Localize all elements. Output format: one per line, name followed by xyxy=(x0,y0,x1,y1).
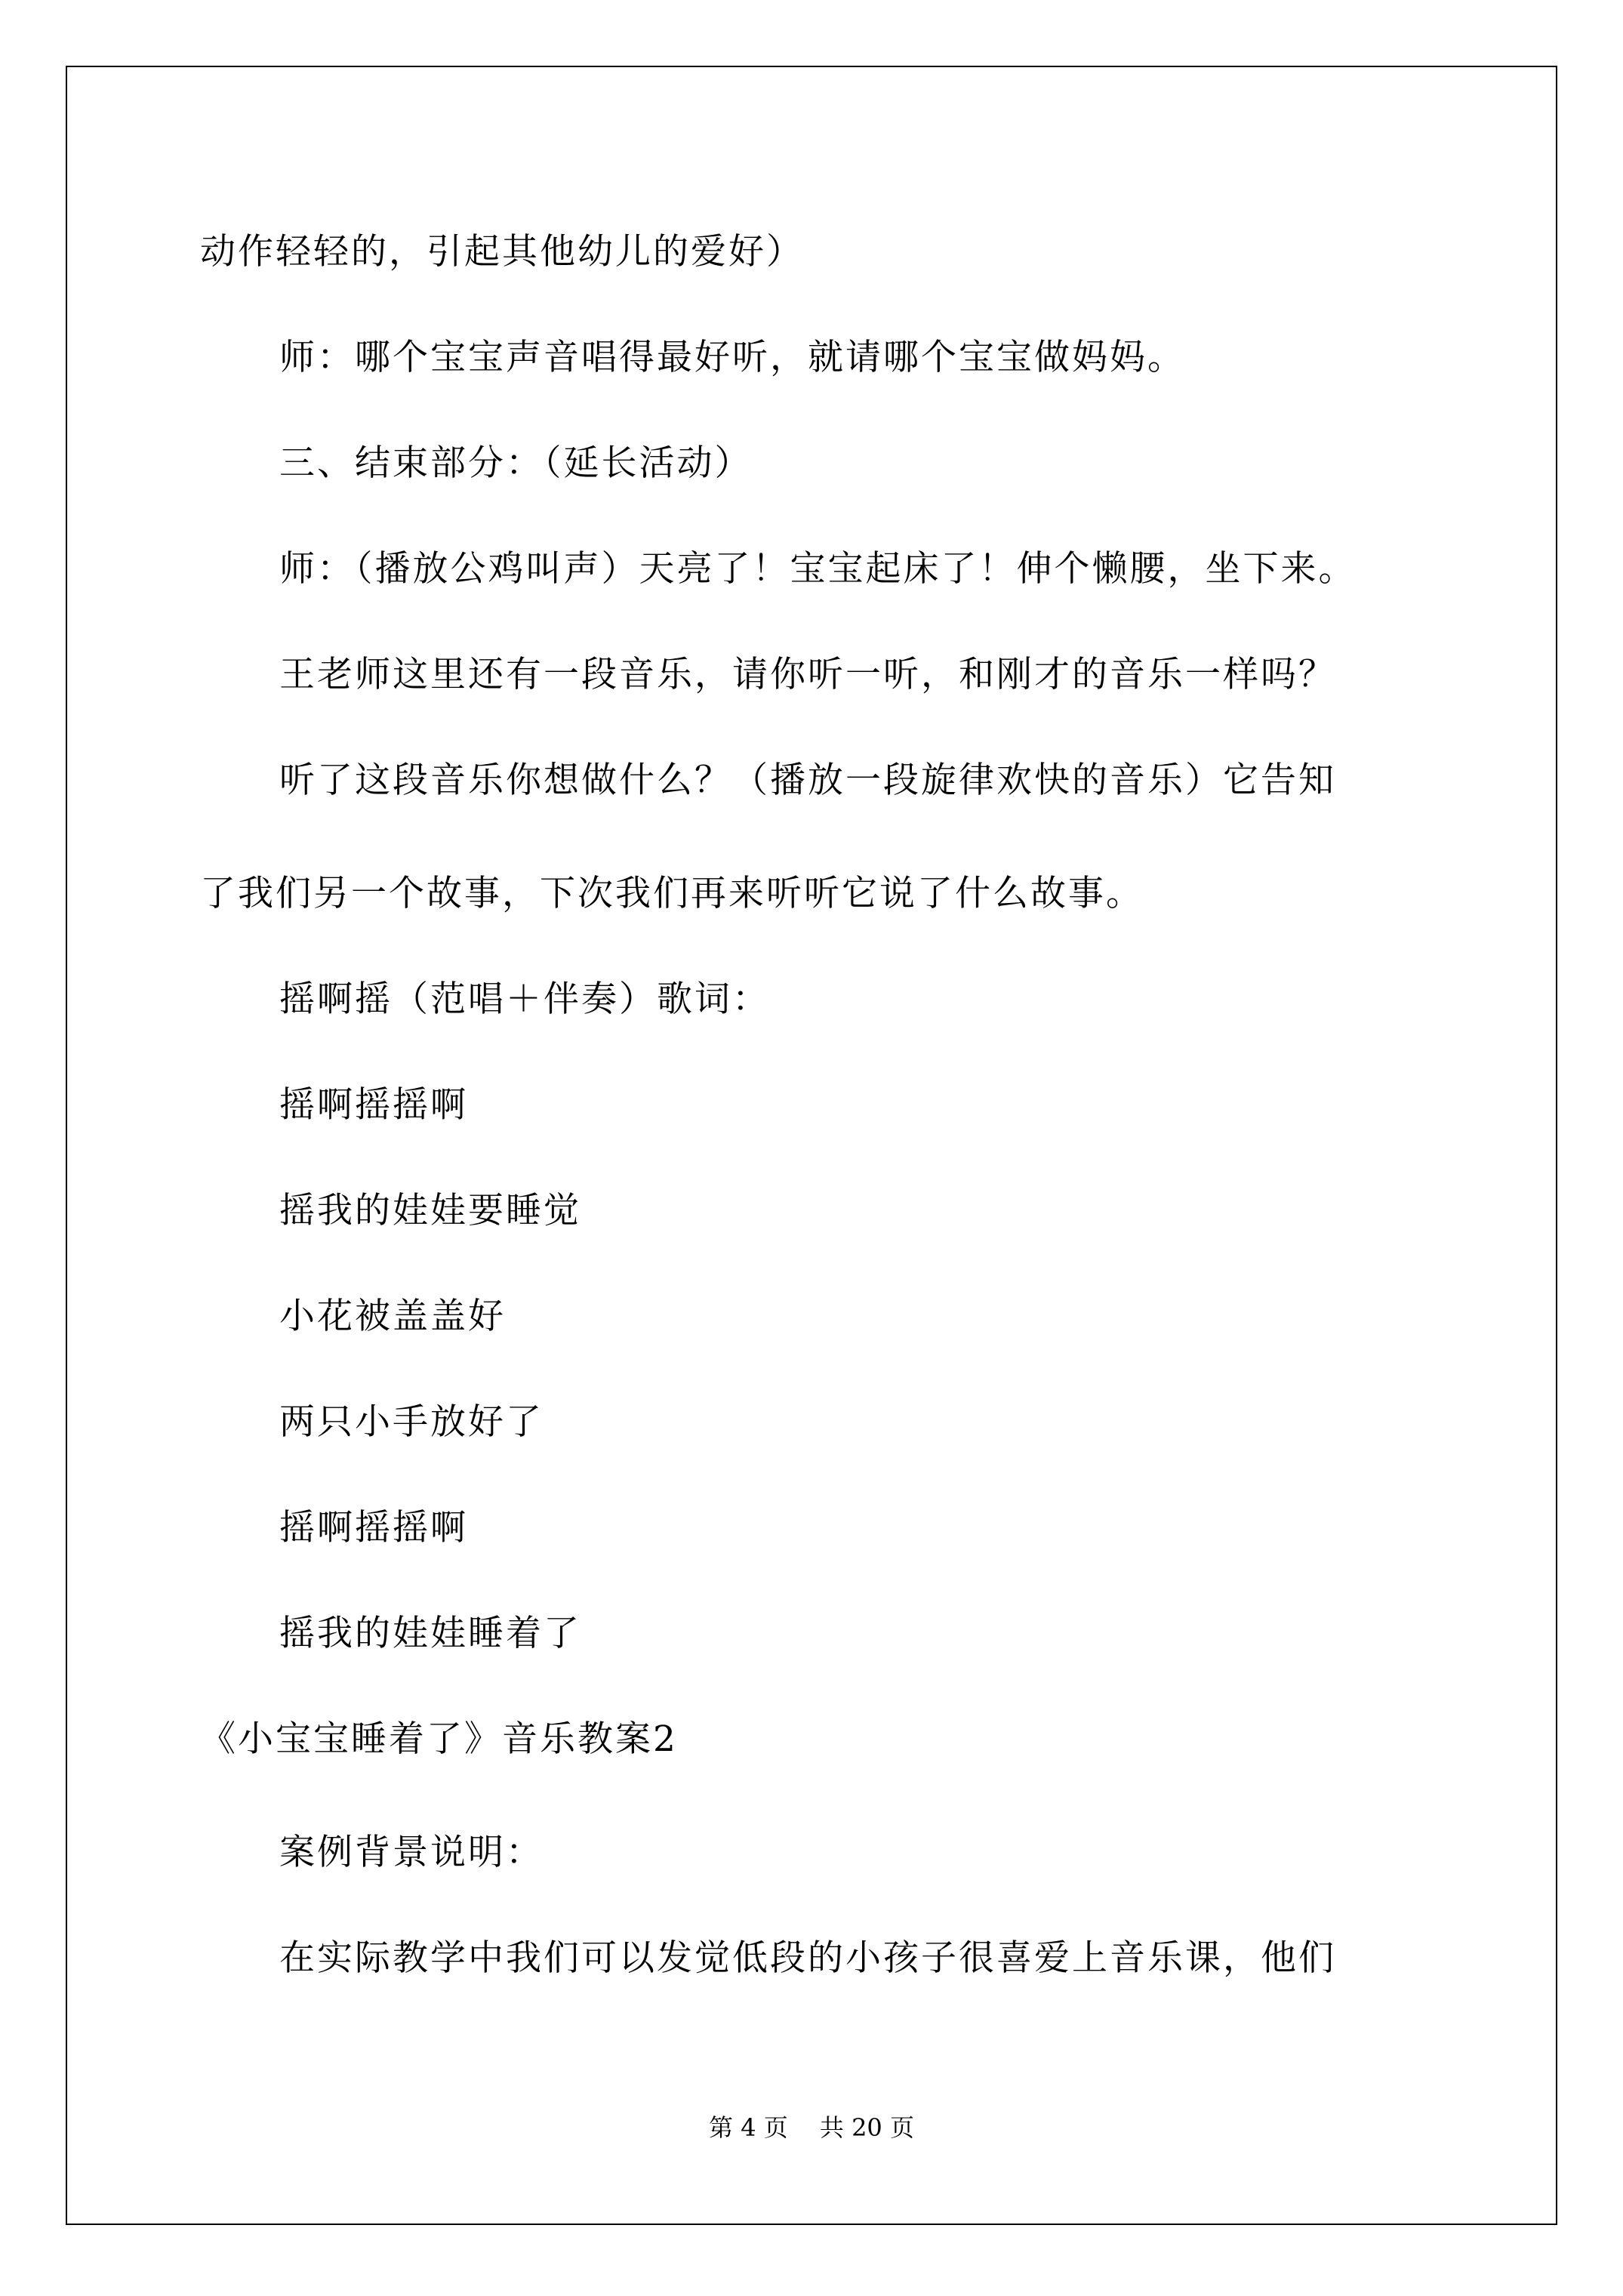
paragraph-line: 了我们另一个故事，下次我们再来听听它说了什么故事。 xyxy=(200,873,1144,914)
lyric-line: 两只小手放好了 xyxy=(279,1401,544,1443)
paragraph-line: 听了这段音乐你想做什么？（播放一段旋律欢快的音乐）它告知 xyxy=(279,760,1336,801)
lyric-line: 摇我的娃娃睡着了 xyxy=(279,1613,581,1654)
paragraph-line: 案例背景说明： xyxy=(279,1832,544,1873)
page-border xyxy=(66,66,1557,2225)
section-heading: 三、结束部分：（延长活动） xyxy=(279,442,753,484)
paragraph-line: 动作轻轻的，引起其他幼儿的爱好） xyxy=(200,231,804,273)
page-footer: 第 4 页 共 20 页 xyxy=(709,2113,914,2142)
paragraph-line: 王老师这里还有一段音乐，请你听一听，和刚才的音乐一样吗？ xyxy=(279,654,1336,695)
paragraph-line: 师：（播放公鸡叫声）天亮了！宝宝起床了！伸个懒腰，坐下来。 xyxy=(279,548,1357,590)
lesson-title: 《小宝宝睡着了》音乐教案2 xyxy=(200,1718,678,1760)
lyric-line: 摇啊摇摇啊 xyxy=(279,1507,468,1549)
lyric-line: 摇我的娃娃要睡觉 xyxy=(279,1190,581,1231)
paragraph-line: 在实际教学中我们可以发觉低段的小孩子很喜爱上音乐课，他们 xyxy=(279,1937,1336,1979)
lyric-line: 摇啊摇摇啊 xyxy=(279,1084,468,1126)
lyric-line: 小花被盖盖好 xyxy=(279,1296,506,1337)
paragraph-line: 摇啊摇（范唱＋伴奏）歌词： xyxy=(279,978,770,1020)
paragraph-line: 师：哪个宝宝声音唱得最好听，就请哪个宝宝做妈妈。 xyxy=(279,337,1185,378)
